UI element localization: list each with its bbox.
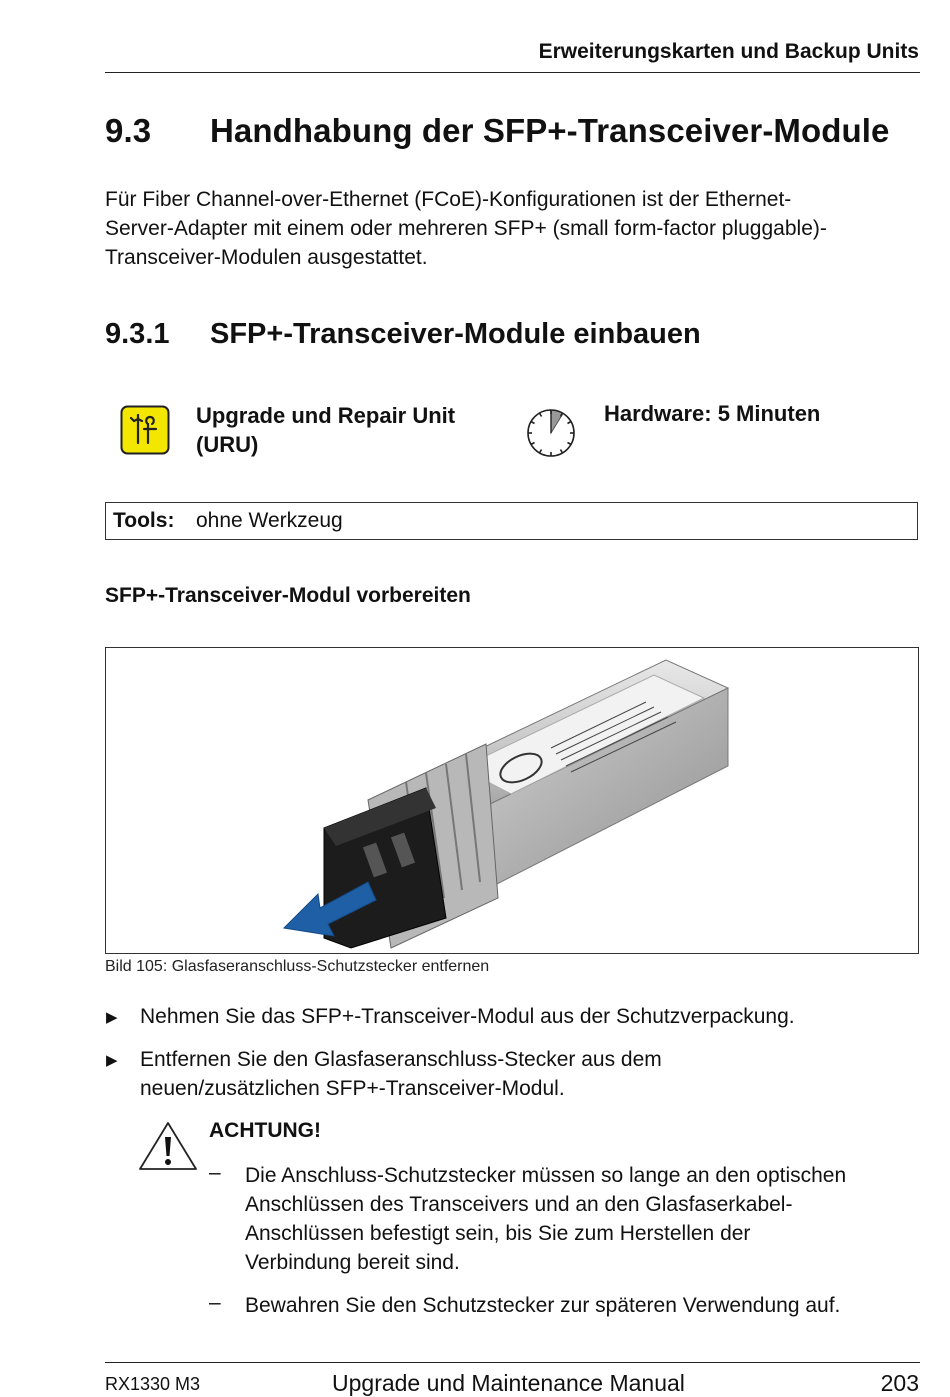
section-number: 9.3 <box>105 112 152 149</box>
clock-icon <box>523 405 579 461</box>
warning-line: Bewahren Sie den Schutzstecker zur späteren Verwendung auf. <box>245 1294 841 1317</box>
footer-rule <box>105 1362 920 1363</box>
triangle-bullet-icon: ▶ <box>106 1009 118 1026</box>
figure-caption: Bild 105: Glasfaseranschluss-Schutzstecker entfernen <box>105 958 490 975</box>
procedure-title: SFP+-Transceiver-Modul vorbereiten <box>105 584 471 607</box>
section-title: Handhabung der SFP+-Transceiver-Module <box>210 112 890 149</box>
intro-line: Für Fiber Channel-over-Ethernet (FCoE)-Konfigurationen ist der Ethernet- <box>105 188 792 211</box>
uru-line: Upgrade und Repair Unit <box>196 403 456 428</box>
warning-item <box>245 1161 925 1277</box>
warning-line: Anschlüssen befestigt sein, bis Sie zum Herstellen der <box>245 1222 751 1245</box>
subsection-title: SFP+-Transceiver-Module einbauen <box>210 318 701 350</box>
step-item <box>140 1045 662 1103</box>
intro-line: Transceiver-Modulen ausgestattet. <box>105 246 428 269</box>
intro-paragraph <box>105 185 925 272</box>
tools-value: ohne Werkzeug <box>196 509 343 532</box>
warning-line: Verbindung bereit sind. <box>245 1251 460 1274</box>
sfp-transceiver-image <box>106 648 918 953</box>
tools-label: Tools: <box>113 509 175 532</box>
footer-model: RX1330 M3 <box>105 1374 201 1394</box>
warning-line: Anschlüssen des Transceivers und an den Glasfaserkabel- <box>245 1193 793 1216</box>
uru-label <box>196 401 455 459</box>
dash-bullet: – <box>209 1161 221 1184</box>
subsection-number: 9.3.1 <box>105 318 170 350</box>
dash-bullet: – <box>209 1291 221 1314</box>
section-heading <box>105 112 890 150</box>
running-header: Erweiterungskarten und Backup Units <box>538 40 919 63</box>
page-number: 203 <box>880 1370 919 1396</box>
warning-title: ACHTUNG! <box>209 1119 321 1142</box>
step-item <box>140 1002 795 1031</box>
header-rule <box>105 72 920 73</box>
figure-box <box>105 647 919 954</box>
uru-line: (URU) <box>196 432 259 457</box>
step-line: neuen/zusätzlichen SFP+-Transceiver-Modul. <box>140 1077 565 1100</box>
step-line: Nehmen Sie das SFP+-Transceiver-Modul aus der Schutzverpackung. <box>140 1005 795 1028</box>
triangle-bullet-icon: ▶ <box>106 1052 118 1069</box>
wrench-icon <box>120 405 170 455</box>
warning-icon <box>137 1120 199 1172</box>
subsection-heading <box>105 318 701 351</box>
intro-line: Server-Adapter mit einem oder mehreren SFP+ (small form-factor pluggable)- <box>105 217 827 240</box>
hardware-time: Hardware: 5 Minuten <box>604 401 821 426</box>
step-line: Entfernen Sie den Glasfaseranschluss-Stecker aus dem <box>140 1048 662 1071</box>
warning-item <box>245 1291 925 1320</box>
warning-line: Die Anschluss-Schutzstecker müssen so lange an den optischen <box>245 1164 847 1187</box>
footer-manual-title: Upgrade und Maintenance Manual <box>332 1370 685 1396</box>
